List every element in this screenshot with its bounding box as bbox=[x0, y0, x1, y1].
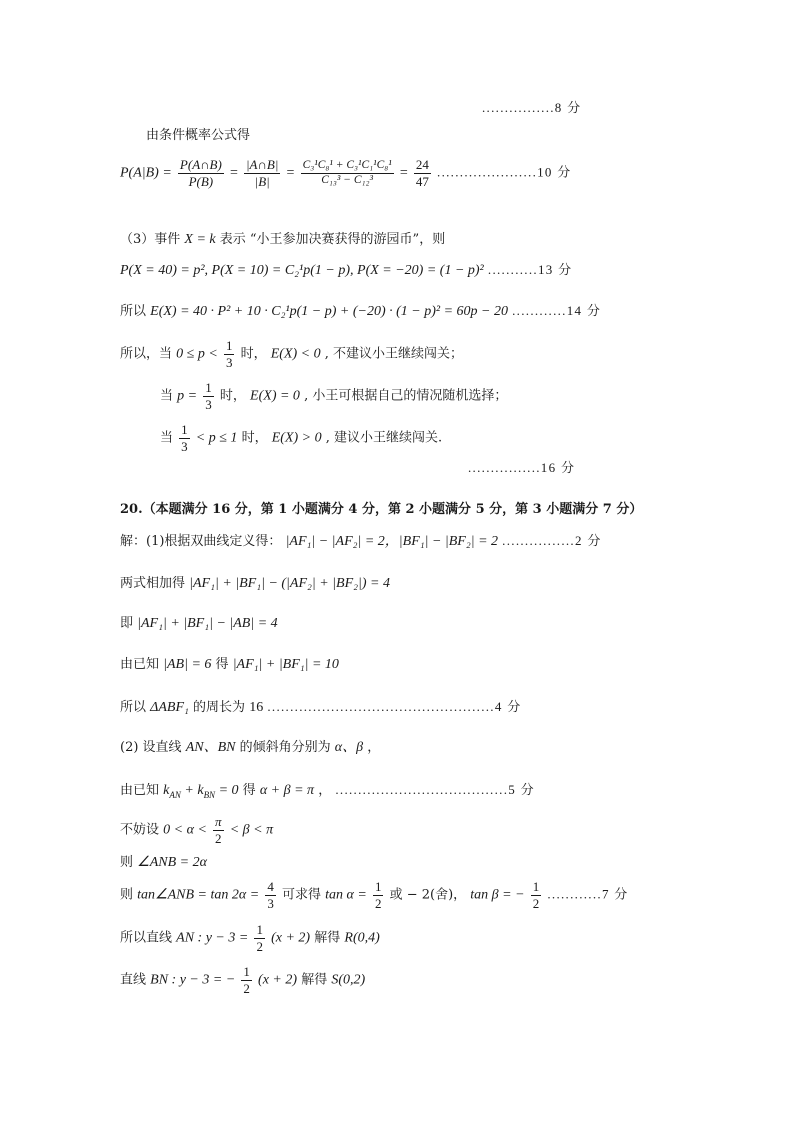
tan-beta: tan β = − bbox=[470, 887, 525, 903]
part-2-text: 的倾斜角分别为 bbox=[239, 740, 331, 755]
fraction-one-third bbox=[179, 422, 190, 454]
equals-sign: = bbox=[286, 165, 295, 181]
fraction-denominator: 3 bbox=[225, 354, 233, 370]
slope-subscript-an: AN bbox=[169, 789, 181, 800]
slope-prefix: 由已知 bbox=[120, 783, 160, 798]
q20-step-4-formula: |AF₁| + |BF₁| = 10 bbox=[232, 657, 339, 672]
perimeter-value: 16 bbox=[249, 700, 264, 715]
line-an-solve: 解得 bbox=[314, 930, 341, 946]
fraction-numerator: C₃¹C₈¹ + C₃¹C₁¹C₈¹ bbox=[301, 159, 394, 174]
q20-slope-line bbox=[120, 782, 535, 801]
case-3-conclusion: , 建议小王继续闯关. bbox=[325, 430, 443, 446]
slope-equals-zero: = 0 bbox=[218, 783, 239, 798]
triangle-label: ΔABF₁ bbox=[150, 700, 189, 715]
angle-prefix: 则 bbox=[120, 855, 134, 870]
fraction-denominator: |B| bbox=[254, 173, 270, 189]
line-bn-equation: BN : y − 3 = − bbox=[150, 972, 236, 988]
assume-upper: < β < π bbox=[229, 822, 274, 838]
cond-prob-formula bbox=[120, 157, 572, 189]
fraction-numerator: 24 bbox=[415, 157, 429, 172]
score-line-8 bbox=[482, 100, 581, 117]
q20-step-5 bbox=[120, 699, 522, 717]
q20-step-3-formula: |AF₁| + |BF₁| − |AB| = 4 bbox=[137, 616, 278, 631]
q20-angle-line bbox=[120, 855, 207, 872]
score-8: ................8 分 bbox=[482, 100, 582, 115]
score-7: ............7 分 bbox=[547, 886, 629, 902]
score-5: ......................................5 分 bbox=[335, 782, 535, 797]
event-expression: X = k bbox=[184, 232, 216, 247]
score-13: ...........13 分 bbox=[487, 262, 573, 277]
case-2-line bbox=[160, 380, 507, 412]
fraction-denominator: 47 bbox=[415, 173, 429, 189]
case-1-condition: 0 ≤ p < bbox=[176, 346, 218, 362]
q20-step-2-formula: |AF₁| + |BF₁| − (|AF₂| + |BF₂|) = 4 bbox=[189, 576, 390, 591]
fraction-denominator: 3 bbox=[205, 396, 212, 412]
case-3-condition: < p ≤ 1 bbox=[195, 430, 238, 446]
point-s: S(0,2) bbox=[331, 972, 366, 988]
fraction-numerator: |A∩B| bbox=[245, 157, 279, 172]
fraction-four-thirds bbox=[265, 879, 276, 911]
case-2-conclusion: , 小王可根据自己的情况随机选择； bbox=[304, 388, 508, 404]
case-3-when: 时， bbox=[241, 430, 268, 446]
part3-description: 表示 “小王参加决赛获得的游园币”，则 bbox=[219, 232, 446, 247]
score-10: ......................10 分 bbox=[437, 164, 572, 180]
q20-step-3-text: 即 bbox=[120, 616, 134, 631]
fraction-numerator: 1 bbox=[243, 964, 250, 979]
fraction-denominator: 2 bbox=[374, 895, 382, 911]
part-2-prefix: (2) 设直线 bbox=[120, 740, 182, 755]
expectation-line bbox=[120, 303, 601, 321]
line-an-equation: AN : y − 3 = bbox=[176, 930, 249, 946]
line-bn-solve: 解得 bbox=[301, 972, 328, 988]
fraction-numerator: 1 bbox=[225, 338, 233, 353]
fraction-denominator: C₁₃³ − C₁₂³ bbox=[321, 173, 374, 186]
fraction-denominator: 2 bbox=[256, 938, 263, 954]
score-line-16 bbox=[468, 460, 575, 477]
q20-step-4-connector: 得 bbox=[215, 657, 229, 672]
case-1-expectation: E(X) < 0 bbox=[270, 346, 321, 362]
case-2-prefix: 当 bbox=[160, 388, 174, 404]
fraction-numerator: P(A∩B) bbox=[179, 157, 222, 172]
fraction-numerator: 4 bbox=[267, 879, 274, 894]
line-bn-factor: (x + 2) bbox=[258, 972, 298, 988]
fraction-count-ab bbox=[244, 157, 280, 189]
slope-connector: 得 bbox=[242, 783, 256, 798]
case-3-expectation: E(X) > 0 bbox=[271, 430, 322, 446]
slope-plus-k: + k bbox=[184, 783, 204, 798]
lines-label: AN、BN bbox=[185, 740, 236, 755]
line-bn-prefix: 直线 bbox=[120, 972, 147, 988]
fraction-numerator: 1 bbox=[181, 422, 188, 437]
part3-label: （3）事件 bbox=[120, 232, 181, 247]
angle-sum: α + β = π bbox=[259, 783, 315, 798]
score-14: ............14 分 bbox=[512, 303, 602, 318]
tan-connector: 可求得 bbox=[281, 887, 321, 903]
case-1-conclusion: , 不建议小王继续闯关； bbox=[324, 346, 464, 362]
q20-step-4 bbox=[120, 657, 339, 674]
fraction-one-half bbox=[373, 879, 384, 911]
q20-step-2 bbox=[120, 576, 390, 593]
expectation-formula: E(X) = 40 · P² + 10 · C₂¹p(1 − p) + (−20) · (1 − p)² = 60p − 20 bbox=[150, 304, 508, 319]
case-2-condition: p = bbox=[177, 388, 198, 404]
line-an-factor: (x + 2) bbox=[271, 930, 311, 946]
score-16: ................16 分 bbox=[468, 460, 576, 475]
cond-prob-intro: 由条件概率公式得 bbox=[146, 128, 251, 143]
q20-step-1 bbox=[120, 533, 602, 551]
q20-line-bn bbox=[120, 964, 365, 996]
tan-prefix: 则 bbox=[120, 887, 134, 903]
cond-prob-lhs: P(A|B) = bbox=[120, 165, 172, 181]
q20-part-2-heading bbox=[120, 740, 380, 757]
equals-sign: = bbox=[229, 165, 238, 181]
q20-step-5-prefix: 所以 bbox=[120, 700, 147, 715]
tan-alpha: tan α = bbox=[325, 887, 367, 903]
distribution-line bbox=[120, 262, 572, 280]
q20-step-4-text: 由已知 bbox=[120, 657, 160, 672]
fraction-one-half bbox=[241, 964, 252, 996]
q20-step-5-text: 的周长为 bbox=[193, 700, 246, 715]
q20-tan-line bbox=[120, 879, 629, 911]
case-1-when: 时， bbox=[240, 346, 267, 362]
score-2: ................2 分 bbox=[502, 533, 602, 548]
line-an-prefix: 所以直线 bbox=[120, 930, 173, 946]
case-3-prefix: 当 bbox=[160, 430, 174, 446]
assume-prefix: 不妨设 bbox=[120, 822, 160, 838]
fraction-one-third bbox=[224, 338, 235, 370]
q20-step-1-formula: |AF₁| − |AF₂| = 2，|BF₁| − |BF₂| = 2 bbox=[285, 534, 499, 549]
case-3-line bbox=[160, 422, 442, 454]
assume-lower: 0 < α < bbox=[163, 822, 207, 838]
angle-formula: ∠ANB = 2α bbox=[137, 855, 207, 870]
fraction-denominator: 3 bbox=[181, 438, 188, 454]
q20-line-an bbox=[120, 922, 380, 954]
q20-step-2-text: 两式相加得 bbox=[120, 576, 186, 591]
fraction-denominator: 2 bbox=[532, 895, 540, 911]
question-20-title: 20.（本题满分 16 分，第 1 小题满分 4 分，第 2 小题满分 5 分，第 3 小题满分 7 分） bbox=[120, 502, 643, 517]
q20-assume-line bbox=[120, 814, 273, 846]
fraction-p-ab bbox=[178, 157, 224, 189]
case-1-line bbox=[120, 338, 463, 370]
fraction-denominator: 2 bbox=[215, 830, 222, 846]
fraction-one-half bbox=[531, 879, 542, 911]
fraction-numerator: 1 bbox=[205, 380, 212, 395]
punctuation: ， bbox=[318, 783, 332, 798]
slope-subscript-bn: BN bbox=[203, 789, 216, 800]
q20-step-1-text: 解：(1)根据双曲线定义得： bbox=[120, 534, 282, 549]
fraction-one-half bbox=[254, 922, 265, 954]
fraction-numerator: 1 bbox=[374, 879, 382, 894]
angle-labels: α、β bbox=[334, 740, 364, 755]
fraction-numerator: 1 bbox=[256, 922, 263, 937]
fraction-numerator: 1 bbox=[532, 879, 540, 894]
fraction-numerator: π bbox=[215, 814, 222, 829]
fraction-pi-half bbox=[213, 814, 224, 846]
slope-k: k bbox=[163, 783, 170, 798]
equals-sign: = bbox=[399, 165, 408, 181]
fraction-result bbox=[414, 157, 431, 189]
fraction-denominator: 2 bbox=[243, 980, 250, 996]
fraction-one-third bbox=[203, 380, 214, 412]
score-4: ..................................................4 分 bbox=[267, 699, 522, 714]
fraction-combinations bbox=[301, 159, 394, 188]
fraction-denominator: P(B) bbox=[188, 173, 214, 189]
tan-alternative: 或 − 2(舍)， bbox=[389, 887, 467, 903]
q20-step-3 bbox=[120, 616, 278, 633]
case-1-prefix: 所以，当 bbox=[120, 346, 173, 362]
q20-step-4-given: |AB| = 6 bbox=[163, 657, 212, 672]
point-r: R(0,4) bbox=[344, 930, 380, 946]
tan-formula: tan∠ANB = tan 2α = bbox=[137, 887, 260, 903]
part3-heading bbox=[120, 232, 445, 249]
fraction-denominator: 3 bbox=[267, 895, 274, 911]
punctuation: ， bbox=[367, 740, 381, 755]
expectation-prefix: 所以 bbox=[120, 304, 147, 319]
case-2-expectation: E(X) = 0 bbox=[250, 388, 300, 404]
distribution-formula: P(X = 40) = p², P(X = 10) = C₂¹p(1 − p), P(X = −20) = (1 − p)² bbox=[120, 263, 484, 278]
case-2-when: 时， bbox=[219, 388, 246, 404]
